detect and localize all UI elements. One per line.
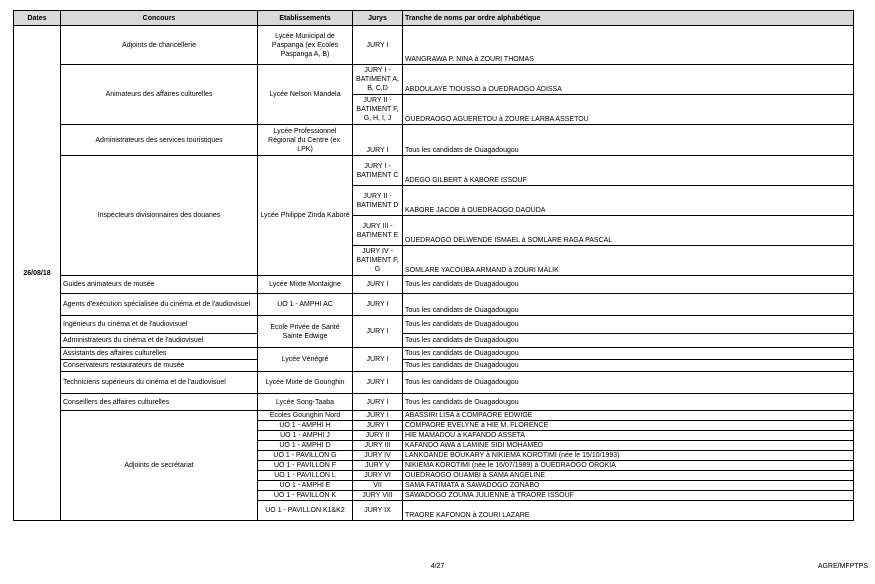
candidates-cell: SAMA FATIMATA à SAWADOGO ZONABO xyxy=(403,481,854,491)
candidates-cell: ABASSIRI LISA à COMPAORE EDWIGE xyxy=(403,411,854,421)
table-row xyxy=(14,394,854,411)
etablissement-cell: Lycée Mixte Montaigne xyxy=(258,276,353,294)
jury-cell: JURY I xyxy=(353,394,403,411)
exam-date: 26/08/18 xyxy=(14,26,61,521)
concours-cell: Adjoints de secrétariat xyxy=(61,411,258,521)
etablissement-cell: UO 1 - PAVILLON F xyxy=(258,461,353,471)
candidates-cell: Tous les candidats de Ouagadougou xyxy=(403,125,854,156)
jury-cell: JURY V xyxy=(353,461,403,471)
jury-cell: JURY I - BATIMENT A, B, C,D xyxy=(353,65,403,95)
etablissement-cell: Lycée Vénégré xyxy=(258,348,353,372)
etablissement-cell: Lycée Professionnel Régional du Centre (ex. LPK) xyxy=(258,125,353,156)
candidates-cell: Tous les candidats de Ouagadougou xyxy=(403,316,854,334)
table-row xyxy=(14,316,854,334)
candidates-cell: ADEGO GILBERT à KABORE ISSOUF xyxy=(403,156,854,186)
jury-cell: JURY I xyxy=(353,26,403,65)
header-etablissements: Etablissements xyxy=(258,11,353,26)
header-row xyxy=(14,11,854,26)
concours-cell: Administrateurs du cinéma et de l'audiovisuel xyxy=(61,334,258,348)
concours-cell: Conservateurs restaurateurs de musée xyxy=(61,360,258,372)
table-row xyxy=(14,156,854,186)
table-row xyxy=(14,276,854,294)
jury-cell: JURY I xyxy=(353,348,403,372)
candidates-cell: Tous les candidats de Ouagadougou xyxy=(403,348,854,360)
table-row xyxy=(14,348,854,360)
etablissement-cell: Lycée Song-Taaba xyxy=(258,394,353,411)
jury-cell: JURY IV xyxy=(353,451,403,461)
etablissement-cell: Ecoles Gounghin Nord xyxy=(258,411,353,421)
table-row xyxy=(14,125,854,156)
candidates-cell: COMPAORE EVELYNE à HIE M. FLORENCE xyxy=(403,421,854,431)
etablissement-cell: UO 1 - PAVILLON K1&K2 xyxy=(258,501,353,521)
jury-cell: JURY II - BATIMENT F, G, H, I, J xyxy=(353,95,403,125)
candidates-cell: KABORE JACOB à OUEDRAOGO DAOUDA xyxy=(403,186,854,216)
candidates-cell: Tous les candidats de Ouagadougou xyxy=(403,372,854,394)
candidates-cell: OUEDRAOGO OUAMBI à SAMA ANGELINE xyxy=(403,471,854,481)
document-reference: AGRE/MFPTPS xyxy=(817,563,868,570)
jury-cell: JURY VI xyxy=(353,471,403,481)
jury-cell: JURY II - BATIMENT D xyxy=(353,186,403,216)
concours-cell: Ingénieurs du cinéma et de l'audiovisuel xyxy=(61,316,258,334)
candidates-cell: LANKOANDE BOUKARY à NIKIEMA KOROTIMI (née le 15/10/1993) xyxy=(403,451,854,461)
concours-cell: Inspecteurs divisionnaires des douanes xyxy=(61,156,258,276)
concours-cell: Techniciens supérieurs du cinéma et de l'audiovisuel xyxy=(61,372,258,394)
etablissement-cell: Ecole Privée de Santé Sainte Edwige xyxy=(258,316,353,348)
jury-cell: JURY I xyxy=(353,125,403,156)
candidates-cell: TRAORE KAFONON à ZOURI LAZARE xyxy=(403,501,854,521)
header-tranche: Tranche de noms par ordre alphabétique xyxy=(403,11,854,26)
header-jurys: Jurys xyxy=(353,11,403,26)
concours-cell: Assistants des affaires culturelles xyxy=(61,348,258,360)
etablissement-cell: Lycée Municipal de Paspanga (ex Ecoles Paspanga A, B) xyxy=(258,26,353,65)
jury-cell: JURY I xyxy=(353,421,403,431)
jury-cell: JURY III - BATIMENT E xyxy=(353,216,403,246)
etablissement-cell: UO 1 - PAVILLON K xyxy=(258,491,353,501)
candidates-cell: KAFANDO AWA à LAMINE SIDI MOHAMED xyxy=(403,441,854,451)
candidates-cell: WANGRAWA P. NINA à ZOURI THOMAS xyxy=(403,26,854,65)
etablissement-cell: Lycée Mixte de Gounghin xyxy=(258,372,353,394)
jury-cell: JURY IV - BATIMENT F, G xyxy=(353,246,403,276)
etablissement-cell: UO 1 - AMPHI AC xyxy=(258,294,353,316)
jury-cell: VII xyxy=(353,481,403,491)
etablissement-cell: UO 1 - PAVILLON L xyxy=(258,471,353,481)
jury-cell: JURY I - BATIMENT C xyxy=(353,156,403,186)
concours-cell: Animateurs des affaires culturelles xyxy=(61,65,258,125)
concours-cell: Agents d'exécution spécialisée du cinéma et de l'audiovisuel xyxy=(61,294,258,316)
candidates-cell: Tous les candidats de Ouagadougou xyxy=(403,360,854,372)
etablissement-cell: UO 1 - PAVILLON G xyxy=(258,451,353,461)
jury-cell: JURY IX xyxy=(353,501,403,521)
etablissement-cell: UO 1 - AMPHI J xyxy=(258,431,353,441)
header-dates: Dates xyxy=(14,11,61,26)
jury-cell: JURY I xyxy=(353,276,403,294)
jury-cell: JURY VIII xyxy=(353,491,403,501)
table-row xyxy=(14,411,854,421)
candidates-cell: NIKIEMA KOROTIMI (née le 16/07/1989) à OUEDRAOGO OROKIA xyxy=(403,461,854,471)
candidates-cell: OUEDRAOGO DELWENDE ISMAEL à SOMLARE RAGA PASCAL xyxy=(403,216,854,246)
jury-cell: JURY III xyxy=(353,441,403,451)
candidates-cell: SOMLARE YACOUBA ARMAND à ZOURI MALIK xyxy=(403,246,854,276)
concours-cell: Administrateurs des services touristiques xyxy=(61,125,258,156)
candidates-cell: HIE MAMADOU à KAFANDO ASSETA xyxy=(403,431,854,441)
jury-cell: JURY I xyxy=(353,372,403,394)
concours-cell: Guides animateurs de musée xyxy=(61,276,258,294)
concours-cell: Conseillers des affaires culturelles xyxy=(61,394,258,411)
table-row xyxy=(14,360,854,372)
candidates-cell: Tous les candidats de Ouagadougou xyxy=(403,294,854,316)
table-row xyxy=(14,372,854,394)
etablissement-cell: UO 1 - AMPHI D xyxy=(258,441,353,451)
table-row xyxy=(14,294,854,316)
header-concours: Concours xyxy=(61,11,258,26)
etablissement-cell: Lycée Nelson Mandela xyxy=(258,65,353,125)
jury-cell: JURY I xyxy=(353,294,403,316)
etablissement-cell: UO 1 - AMPHI E xyxy=(258,481,353,491)
candidates-cell: Tous les candidats de Ouagadougou xyxy=(403,394,854,411)
candidates-cell: SAWADOGO ZOUMA JULIENNE à TRAORE ISSOUF xyxy=(403,491,854,501)
table-row xyxy=(14,65,854,95)
candidates-cell: Tous les candidats de Ouagadougou xyxy=(403,334,854,348)
etablissement-cell: UO 1 - AMPHI H xyxy=(258,421,353,431)
table-row xyxy=(14,334,854,348)
table-row xyxy=(14,26,854,65)
jury-cell: JURY II xyxy=(353,431,403,441)
candidates-cell: OUEDRAOGO AGUERETOU à ZOURE LARBA ASSETOU xyxy=(403,95,854,125)
schedule-table xyxy=(13,10,854,521)
etablissement-cell: Lycée Philippe Zinda Kaboré xyxy=(258,156,353,276)
jury-cell: JURY I xyxy=(353,316,403,348)
jury-cell: JURY I xyxy=(353,411,403,421)
concours-cell: Adjoints de chancellerie xyxy=(61,26,258,65)
candidates-cell: ABDOULAYE TIOUSSO à OUEDRAOGO ADISSA xyxy=(403,65,854,95)
candidates-cell: Tous les candidats de Ouagadougou xyxy=(403,276,854,294)
page-number: 4/27 xyxy=(430,563,445,570)
